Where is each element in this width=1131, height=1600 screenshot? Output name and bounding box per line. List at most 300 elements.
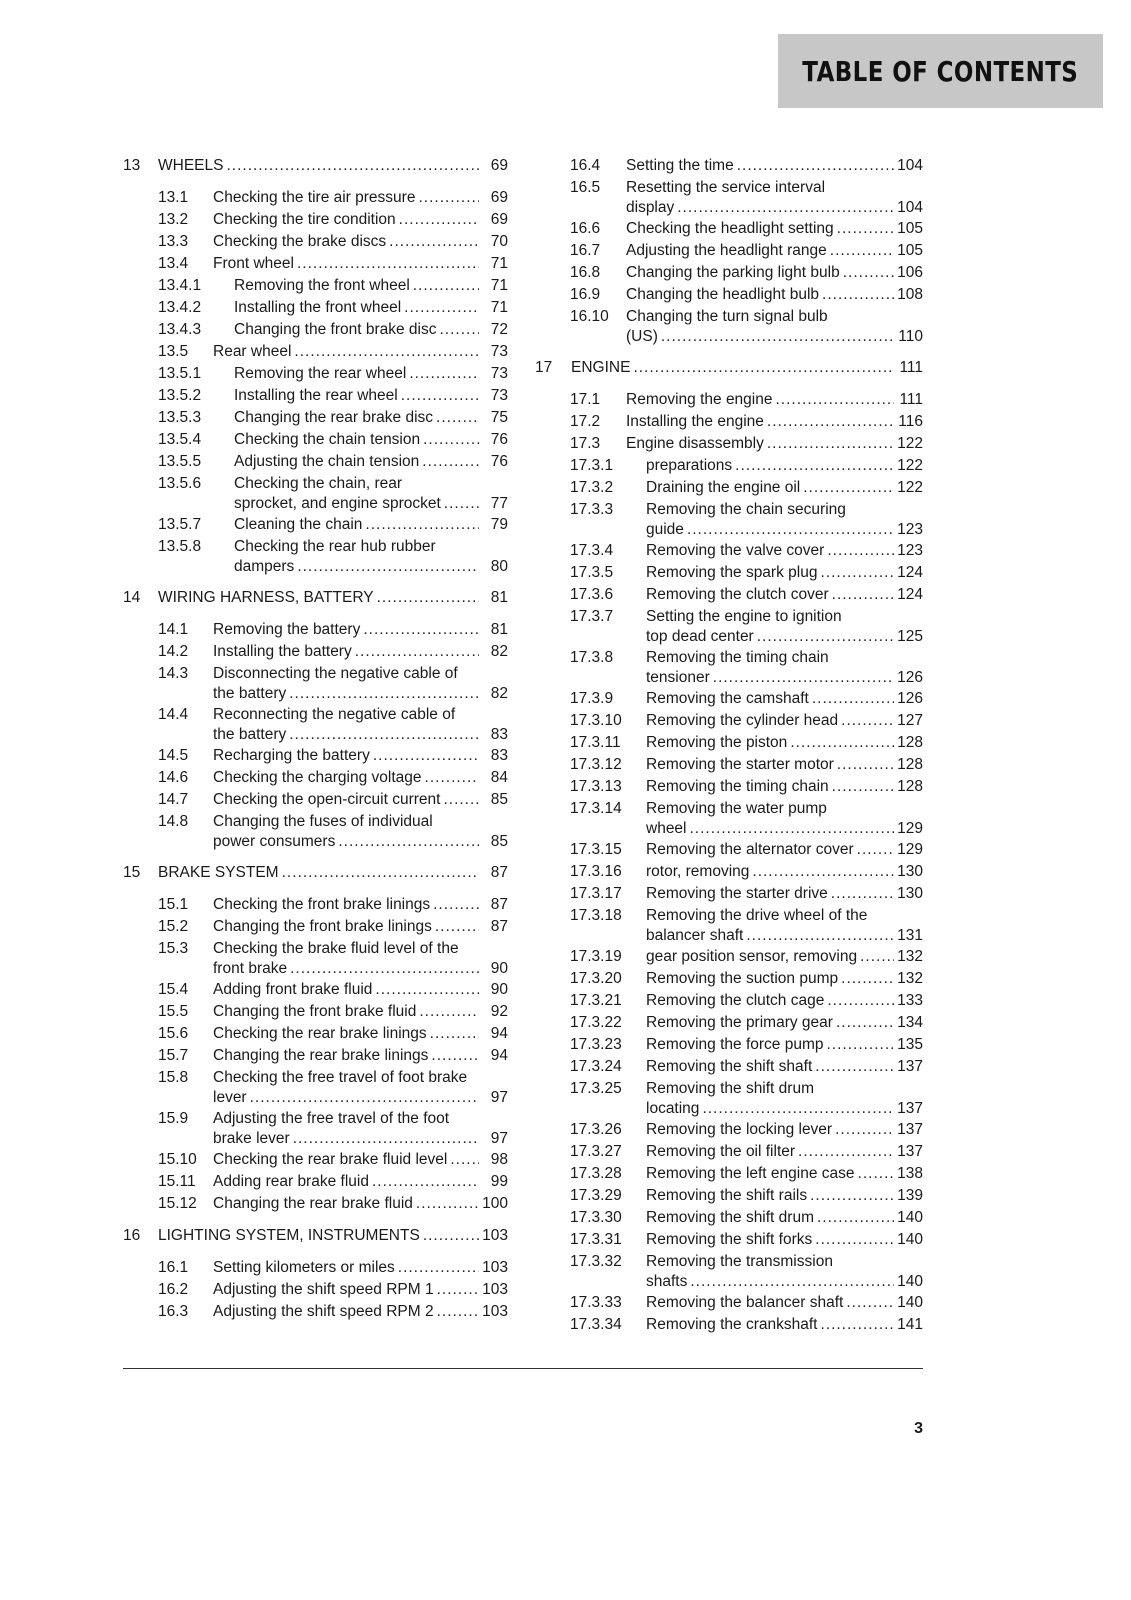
toc-entry-number: 13.5.7 bbox=[158, 516, 202, 533]
toc-entry-title-continued: sprocket, and engine sprocket bbox=[234, 495, 441, 512]
toc-entry-title: Changing the front brake linings bbox=[213, 918, 432, 935]
toc-entry-number: 17.3.6 bbox=[570, 586, 614, 603]
dot-leader bbox=[290, 959, 479, 979]
toc-entry-number: 14.2 bbox=[158, 643, 189, 660]
dot-leader bbox=[827, 541, 894, 561]
dot-leader bbox=[737, 156, 894, 176]
toc-entry-number: 13.3 bbox=[158, 233, 189, 250]
toc-entry-page: 125 bbox=[897, 628, 923, 645]
toc-entry-page: 92 bbox=[490, 1003, 508, 1020]
toc-entry-title: Adjusting the free travel of the foot bbox=[213, 1110, 450, 1127]
toc-entry-title: Adjusting the shift speed RPM 1 bbox=[213, 1281, 434, 1298]
toc-entry-page: 129 bbox=[897, 841, 923, 858]
dot-leader bbox=[831, 884, 894, 904]
dot-leader bbox=[767, 434, 894, 454]
dot-leader bbox=[857, 840, 894, 860]
toc-entry-page: 97 bbox=[490, 1130, 508, 1147]
toc-entry-page: 83 bbox=[490, 726, 508, 743]
dot-leader bbox=[439, 320, 479, 340]
toc-entry-number: 15.10 bbox=[158, 1151, 197, 1168]
toc-entry-page: 116 bbox=[898, 413, 923, 430]
toc-entry-page: 122 bbox=[897, 479, 923, 496]
toc-entry-page: 75 bbox=[490, 409, 508, 426]
toc-entry-title: Checking the rear brake fluid level bbox=[213, 1151, 448, 1168]
dot-leader bbox=[401, 386, 479, 406]
dot-leader bbox=[430, 1024, 479, 1044]
toc-entry-number: 13.5 bbox=[158, 343, 189, 360]
toc-entry-number: 13.5.1 bbox=[158, 365, 202, 382]
dot-leader bbox=[377, 588, 479, 608]
toc-entry-number: 17.2 bbox=[570, 413, 601, 430]
dot-leader bbox=[826, 1035, 894, 1055]
toc-entry-title: Checking the front brake linings bbox=[213, 896, 431, 913]
toc-entry-number: 17 bbox=[535, 359, 553, 376]
toc-entry-page: 104 bbox=[897, 157, 923, 174]
toc-entry-title: Removing the shift drum bbox=[646, 1080, 814, 1097]
toc-entry-title: Installing the front wheel bbox=[234, 299, 402, 316]
toc-entry-title: Removing the transmission bbox=[646, 1253, 833, 1270]
toc-entry-title: Checking the charging voltage bbox=[213, 769, 422, 786]
toc-entry-page: 97 bbox=[490, 1089, 508, 1106]
toc-entry-title-continued: power consumers bbox=[213, 833, 336, 850]
toc-entry-page: 134 bbox=[897, 1014, 923, 1031]
dot-leader bbox=[226, 156, 479, 176]
toc-entry-page: 108 bbox=[897, 286, 923, 303]
toc-entry-number: 13.4.2 bbox=[158, 299, 202, 316]
toc-entry-page: 137 bbox=[897, 1058, 923, 1075]
dot-leader bbox=[365, 515, 479, 535]
toc-entry-title: Cleaning the chain bbox=[234, 516, 363, 533]
dot-leader bbox=[404, 298, 479, 318]
toc-entry-title: Removing the drive wheel of the bbox=[646, 907, 868, 924]
toc-entry-page: 103 bbox=[482, 1281, 508, 1298]
toc-entry-number: 17.3.23 bbox=[570, 1036, 622, 1053]
toc-entry-title: Checking the chain tension bbox=[234, 431, 421, 448]
toc-entry-page: 123 bbox=[897, 521, 923, 538]
toc-entry-title: Removing the starter drive bbox=[646, 885, 828, 902]
toc-entry-title: Removing the valve cover bbox=[646, 542, 825, 559]
toc-entry-page: 81 bbox=[490, 589, 508, 606]
dot-leader bbox=[830, 241, 894, 261]
toc-entry-number: 17.3.30 bbox=[570, 1209, 622, 1226]
toc-entry-title-continued: top dead center bbox=[646, 628, 754, 645]
toc-entry-title: Removing the alternator cover bbox=[646, 841, 854, 858]
toc-entry-page: 105 bbox=[897, 220, 923, 237]
toc-entry-number: 14.5 bbox=[158, 747, 189, 764]
dot-leader bbox=[827, 991, 894, 1011]
toc-entry-title: Reconnecting the negative cable of bbox=[213, 706, 456, 723]
toc-entry-title: Setting the time bbox=[626, 157, 734, 174]
dot-leader bbox=[832, 777, 894, 797]
toc-entry-title: preparations bbox=[646, 457, 733, 474]
toc-entry-title: Removing the clutch cover bbox=[646, 586, 829, 603]
toc-entry-number: 13.5.5 bbox=[158, 453, 202, 470]
toc-entry-title: Removing the front wheel bbox=[234, 277, 410, 294]
toc-entry-title: Checking the chain, rear bbox=[234, 475, 403, 492]
dot-leader bbox=[858, 1164, 894, 1184]
toc-entry-title: Adding rear brake fluid bbox=[213, 1173, 369, 1190]
toc-entry-number: 14.7 bbox=[158, 791, 189, 808]
dot-leader bbox=[757, 627, 894, 647]
toc-entry-page: 131 bbox=[897, 927, 923, 944]
toc-entry-title: Changing the front brake disc bbox=[234, 321, 437, 338]
dot-leader bbox=[418, 188, 479, 208]
toc-entry-page: 70 bbox=[490, 233, 508, 250]
dot-leader bbox=[677, 198, 894, 218]
toc-entry-number: 17.3.5 bbox=[570, 564, 614, 581]
dot-leader bbox=[798, 1142, 894, 1162]
toc-entry-page: 140 bbox=[897, 1273, 923, 1290]
header-banner bbox=[778, 34, 1103, 108]
toc-entry-page: 104 bbox=[897, 199, 923, 216]
toc-entry-number: 14.1 bbox=[158, 621, 189, 638]
toc-entry-page: 111 bbox=[899, 359, 923, 376]
toc-entry-title: Removing the locking lever bbox=[646, 1121, 833, 1138]
toc-entry-title: Removing the shift forks bbox=[646, 1231, 813, 1248]
toc-entry-number: 17.3.33 bbox=[570, 1294, 622, 1311]
toc-entry-number: 17.3.12 bbox=[570, 756, 622, 773]
toc-entry-title: Adjusting the headlight range bbox=[626, 242, 827, 259]
dot-leader bbox=[843, 263, 894, 283]
dot-leader bbox=[250, 1088, 479, 1108]
toc-entry-page: 71 bbox=[490, 277, 508, 294]
toc-entry-title: WIRING HARNESS, BATTERY bbox=[158, 589, 374, 606]
dot-leader bbox=[444, 494, 479, 514]
toc-entry-title: Changing the fuses of individual bbox=[213, 813, 433, 830]
toc-entry-title: Disconnecting the negative cable of bbox=[213, 665, 458, 682]
toc-entry-title: Adjusting the shift speed RPM 2 bbox=[213, 1303, 434, 1320]
toc-entry-number: 17.3.25 bbox=[570, 1080, 622, 1097]
toc-entry-number: 17.3.20 bbox=[570, 970, 622, 987]
toc-entry-number: 16.2 bbox=[158, 1281, 189, 1298]
toc-entry-number: 14 bbox=[123, 589, 141, 606]
toc-entry-title: Removing the force pump bbox=[646, 1036, 824, 1053]
dot-leader bbox=[633, 358, 894, 378]
toc-entry-number: 17.3.31 bbox=[570, 1231, 622, 1248]
toc-entry-title-continued: dampers bbox=[234, 558, 295, 575]
toc-entry-title: Changing the parking light bulb bbox=[626, 264, 840, 281]
toc-entry-page: 139 bbox=[897, 1187, 923, 1204]
toc-entry-number: 17.3.11 bbox=[570, 734, 621, 751]
dot-leader bbox=[372, 1172, 479, 1192]
dot-leader bbox=[841, 711, 894, 731]
toc-entry-number: 15.5 bbox=[158, 1003, 189, 1020]
dot-leader bbox=[767, 412, 894, 432]
toc-entry-number: 15.6 bbox=[158, 1025, 189, 1042]
toc-entry-page: 69 bbox=[490, 211, 508, 228]
toc-entry-number: 17.3.1 bbox=[570, 457, 614, 474]
toc-entry-title: Setting kilometers or miles bbox=[213, 1259, 395, 1276]
toc-entry-number: 15.4 bbox=[158, 981, 189, 998]
toc-entry-title-continued: brake lever bbox=[213, 1130, 290, 1147]
dot-leader bbox=[690, 1272, 894, 1292]
toc-entry-number: 16.9 bbox=[570, 286, 601, 303]
toc-entry-number: 17.3.32 bbox=[570, 1253, 622, 1270]
toc-entry-page: 126 bbox=[897, 690, 923, 707]
toc-entry-title: Removing the suction pump bbox=[646, 970, 839, 987]
toc-entry-title: ENGINE bbox=[571, 359, 631, 376]
dot-leader bbox=[817, 1208, 894, 1228]
toc-entry-title: Removing the shift drum bbox=[646, 1209, 814, 1226]
toc-entry-title: Checking the free travel of foot brake bbox=[213, 1069, 468, 1086]
toc-entry-number: 16 bbox=[123, 1227, 141, 1244]
dot-leader bbox=[398, 1258, 479, 1278]
dot-leader bbox=[820, 563, 894, 583]
toc-entry-page: 73 bbox=[490, 365, 508, 382]
toc-entry-number: 17.3.2 bbox=[570, 479, 614, 496]
toc-entry-page: 100 bbox=[482, 1195, 508, 1212]
toc-entry-number: 16.1 bbox=[158, 1259, 189, 1276]
dot-leader bbox=[661, 327, 894, 347]
toc-entry-title: Setting the engine to ignition bbox=[646, 608, 842, 625]
dot-leader bbox=[836, 1013, 894, 1033]
toc-entry-page: 76 bbox=[490, 431, 508, 448]
toc-entry-number: 17.3.4 bbox=[570, 542, 614, 559]
toc-entry-page: 87 bbox=[490, 918, 508, 935]
toc-entry-page: 128 bbox=[897, 778, 923, 795]
toc-entry-title: Checking the open-circuit current bbox=[213, 791, 441, 808]
toc-entry-page: 85 bbox=[490, 833, 508, 850]
toc-entry-number: 17.3.27 bbox=[570, 1143, 622, 1160]
toc-entry-title-continued: front brake bbox=[213, 960, 288, 977]
toc-entry-page: 135 bbox=[897, 1036, 923, 1053]
toc-entry-title: Removing the timing chain bbox=[646, 649, 829, 666]
toc-entry-page: 73 bbox=[490, 343, 508, 360]
dot-leader bbox=[837, 755, 894, 775]
dot-leader bbox=[389, 232, 479, 252]
toc-entry-number: 13.5.2 bbox=[158, 387, 202, 404]
toc-entry-page: 138 bbox=[897, 1165, 923, 1182]
dot-leader bbox=[409, 364, 479, 384]
toc-entry-title: Checking the tire condition bbox=[213, 211, 396, 228]
toc-entry-title: Removing the chain securing bbox=[646, 501, 846, 518]
dot-leader bbox=[810, 1186, 894, 1206]
toc-entry-page: 73 bbox=[490, 387, 508, 404]
toc-entry-number: 17.3.18 bbox=[570, 907, 622, 924]
toc-entry-title-continued: the battery bbox=[213, 726, 287, 743]
toc-entry-number: 15.9 bbox=[158, 1110, 189, 1127]
toc-entry-number: 17.3.19 bbox=[570, 948, 622, 965]
toc-entry-page: 137 bbox=[897, 1121, 923, 1138]
toc-entry-title-continued: guide bbox=[646, 521, 684, 538]
toc-entry-title: Engine disassembly bbox=[626, 435, 764, 452]
toc-entry-number: 14.3 bbox=[158, 665, 189, 682]
dot-leader bbox=[690, 819, 895, 839]
dot-leader bbox=[713, 668, 894, 688]
toc-entry-page: 69 bbox=[490, 157, 508, 174]
dot-leader bbox=[702, 1099, 894, 1119]
toc-entry-title: Removing the oil filter bbox=[646, 1143, 796, 1160]
dot-leader bbox=[812, 689, 894, 709]
toc-entry-title: Changing the front brake fluid bbox=[213, 1003, 417, 1020]
toc-entry-number: 17.1 bbox=[570, 391, 601, 408]
dot-leader bbox=[422, 452, 479, 472]
dot-leader bbox=[423, 1226, 479, 1246]
toc-entry-number: 16.3 bbox=[158, 1303, 189, 1320]
toc-entry-title: Changing the rear brake fluid bbox=[213, 1195, 413, 1212]
toc-entry-number: 17.3.9 bbox=[570, 690, 614, 707]
toc-entry-page: 137 bbox=[897, 1100, 923, 1117]
toc-entry-number: 15.7 bbox=[158, 1047, 189, 1064]
toc-entry-number: 16.10 bbox=[570, 308, 609, 325]
toc-entry-title: Checking the brake fluid level of the bbox=[213, 940, 459, 957]
toc-entry-title: Checking the rear brake linings bbox=[213, 1025, 427, 1042]
toc-entry-page: 130 bbox=[897, 863, 923, 880]
toc-entry-page: 71 bbox=[490, 255, 508, 272]
toc-entry-number: 17.3.34 bbox=[570, 1316, 622, 1333]
dot-leader bbox=[822, 285, 894, 305]
toc-entry-title: Removing the piston bbox=[646, 734, 788, 751]
dot-leader bbox=[419, 1002, 479, 1022]
toc-entry-number: 17.3.7 bbox=[570, 608, 614, 625]
toc-entry-title: Front wheel bbox=[213, 255, 294, 272]
toc-entry-title: Changing the rear brake linings bbox=[213, 1047, 429, 1064]
toc-entry-page: 82 bbox=[490, 685, 508, 702]
toc-entry-number: 16.7 bbox=[570, 242, 601, 259]
dot-leader bbox=[423, 430, 479, 450]
toc-entry-number: 17.3.3 bbox=[570, 501, 614, 518]
dot-leader bbox=[338, 832, 479, 852]
toc-entry-page: 128 bbox=[897, 756, 923, 773]
toc-entry-page: 79 bbox=[490, 516, 508, 533]
dot-leader bbox=[435, 917, 479, 937]
toc-entry-number: 15.3 bbox=[158, 940, 189, 957]
dot-leader bbox=[846, 1293, 894, 1313]
toc-entry-number: 17.3.21 bbox=[570, 992, 622, 1009]
toc-entry-number: 13 bbox=[123, 157, 141, 174]
toc-entry-number: 17.3.29 bbox=[570, 1187, 622, 1204]
toc-entry-title-continued: display bbox=[626, 199, 675, 216]
dot-leader bbox=[815, 1057, 894, 1077]
dot-leader bbox=[437, 1280, 479, 1300]
toc-entry-title: Removing the clutch cage bbox=[646, 992, 825, 1009]
toc-entry-page: 140 bbox=[897, 1209, 923, 1226]
toc-entry-title: Removing the battery bbox=[213, 621, 361, 638]
toc-entry-number: 17.3 bbox=[570, 435, 601, 452]
toc-entry-page: 129 bbox=[897, 820, 923, 837]
toc-entry-title: Recharging the battery bbox=[213, 747, 370, 764]
toc-entry-number: 17.3.13 bbox=[570, 778, 622, 795]
toc-entry-page: 82 bbox=[490, 643, 508, 660]
dot-leader bbox=[752, 862, 894, 882]
toc-entry-page: 94 bbox=[490, 1025, 508, 1042]
toc-entry-title: Checking the headlight setting bbox=[626, 220, 834, 237]
toc-entry-title-continued: shafts bbox=[646, 1273, 688, 1290]
toc-entry-page: 123 bbox=[897, 542, 923, 559]
toc-entry-title: Installing the rear wheel bbox=[234, 387, 398, 404]
toc-entry-title: Adding front brake fluid bbox=[213, 981, 373, 998]
toc-entry-title: Removing the rear wheel bbox=[234, 365, 407, 382]
toc-entry-page: 81 bbox=[490, 621, 508, 638]
toc-entry-number: 13.1 bbox=[158, 189, 189, 206]
toc-entry-title: Changing the rear brake disc bbox=[234, 409, 434, 426]
toc-entry-title: Changing the turn signal bulb bbox=[626, 308, 828, 325]
page-title: TABLE OF CONTENTS bbox=[802, 54, 1079, 88]
toc-entry-title: Installing the engine bbox=[626, 413, 764, 430]
toc-entry-page: 127 bbox=[897, 712, 923, 729]
toc-entry-page: 106 bbox=[897, 264, 923, 281]
toc-entry-number: 17.3.14 bbox=[570, 800, 622, 817]
toc-entry-page: 83 bbox=[490, 747, 508, 764]
dot-leader bbox=[860, 947, 894, 967]
toc-entry-page: 84 bbox=[490, 769, 508, 786]
dot-leader bbox=[413, 276, 479, 296]
dot-leader bbox=[294, 342, 479, 362]
dot-leader bbox=[297, 557, 479, 577]
toc-entry-title: Removing the balancer shaft bbox=[646, 1294, 844, 1311]
toc-entry-title: Resetting the service interval bbox=[626, 179, 826, 196]
dot-leader bbox=[790, 733, 894, 753]
toc-entry-number: 14.4 bbox=[158, 706, 189, 723]
toc-entry-number: 16.8 bbox=[570, 264, 601, 281]
toc-entry-title: Installing the battery bbox=[213, 643, 352, 660]
toc-entry-title: Checking the brake discs bbox=[213, 233, 387, 250]
toc-entry-number: 13.4 bbox=[158, 255, 189, 272]
dot-leader bbox=[293, 1129, 479, 1149]
toc-entry-title: Adjusting the chain tension bbox=[234, 453, 420, 470]
dot-leader bbox=[436, 408, 479, 428]
toc-entry-page: 137 bbox=[897, 1143, 923, 1160]
toc-entry-number: 17.3.24 bbox=[570, 1058, 622, 1075]
toc-entry-title-continued: lever bbox=[213, 1089, 247, 1106]
toc-entry-title: Removing the shift shaft bbox=[646, 1058, 813, 1075]
toc-entry-page: 126 bbox=[897, 669, 923, 686]
toc-entry-title: Checking the rear hub rubber bbox=[234, 538, 436, 555]
dot-leader bbox=[450, 1150, 479, 1170]
toc-entry-number: 16.5 bbox=[570, 179, 601, 196]
toc-entry-number: 15.2 bbox=[158, 918, 189, 935]
toc-entry-title: gear position sensor, removing bbox=[646, 948, 858, 965]
toc-entry-number: 17.3.22 bbox=[570, 1014, 622, 1031]
toc-entry-page: 103 bbox=[482, 1303, 508, 1320]
toc-entry-page: 72 bbox=[490, 321, 508, 338]
toc-entry-title: Removing the water pump bbox=[646, 800, 827, 817]
toc-entry-number: 13.4.3 bbox=[158, 321, 202, 338]
toc-entry-page: 71 bbox=[490, 299, 508, 316]
toc-entry-number: 17.3.26 bbox=[570, 1121, 622, 1138]
toc-entry-number: 16.4 bbox=[570, 157, 601, 174]
toc-entry-title: Removing the shift rails bbox=[646, 1187, 808, 1204]
toc-entry-page: 90 bbox=[490, 981, 508, 998]
dot-leader bbox=[355, 642, 479, 662]
toc-entry-number: 15.1 bbox=[158, 896, 189, 913]
toc-entry-page: 133 bbox=[897, 992, 923, 1009]
toc-entry-title: rotor, removing bbox=[646, 863, 750, 880]
toc-entry-page: 69 bbox=[490, 189, 508, 206]
toc-entry-title: Removing the primary gear bbox=[646, 1014, 833, 1031]
dot-leader bbox=[443, 790, 479, 810]
toc-entry-page: 99 bbox=[490, 1173, 508, 1190]
dot-leader bbox=[373, 746, 479, 766]
toc-entry-number: 13.5.4 bbox=[158, 431, 202, 448]
toc-entry-page: 90 bbox=[490, 960, 508, 977]
dot-leader bbox=[832, 585, 894, 605]
toc-entry-page: 85 bbox=[490, 791, 508, 808]
toc-entry-title: Removing the starter motor bbox=[646, 756, 834, 773]
dot-leader bbox=[289, 684, 479, 704]
toc-entry-page: 87 bbox=[490, 864, 508, 881]
dot-leader bbox=[837, 219, 894, 239]
toc-entry-title: Removing the left engine case bbox=[646, 1165, 855, 1182]
toc-entry-title: Rear wheel bbox=[213, 343, 292, 360]
toc-entry-page: 122 bbox=[897, 435, 923, 452]
dot-leader bbox=[776, 390, 895, 410]
toc-entry-page: 132 bbox=[897, 970, 923, 987]
page-number: 3 bbox=[914, 1420, 923, 1437]
toc-entry-title-continued: locating bbox=[646, 1100, 700, 1117]
toc-entry-title: Removing the spark plug bbox=[646, 564, 818, 581]
toc-entry-title: WHEELS bbox=[158, 157, 224, 174]
